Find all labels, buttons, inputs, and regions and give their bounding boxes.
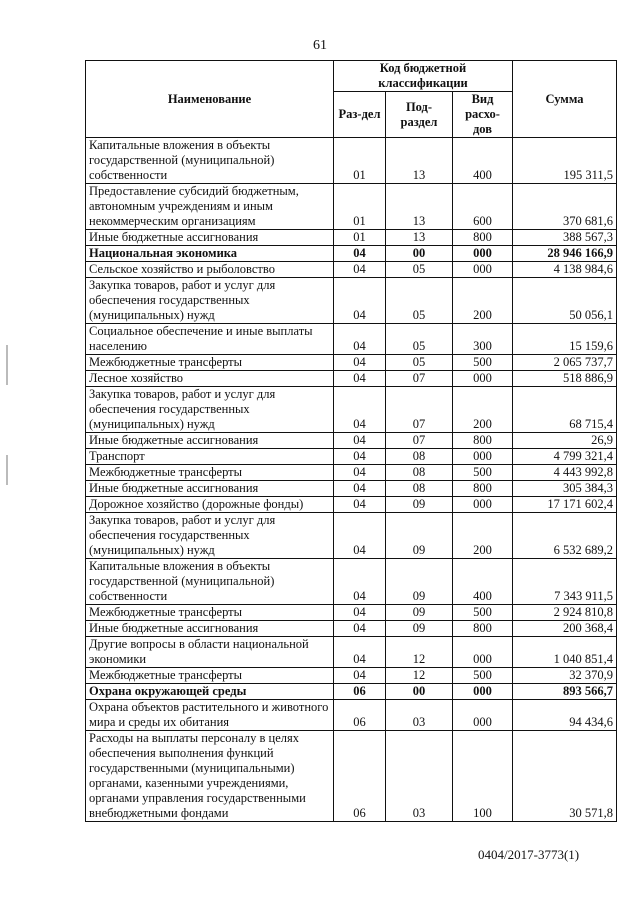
row-summa: 28 946 166,9 <box>513 246 617 262</box>
row-razdel: 01 <box>334 184 386 230</box>
table-row <box>86 262 617 278</box>
row-razdel: 04 <box>334 559 386 605</box>
row-podrazdel: 05 <box>386 324 453 355</box>
row-vid: 000 <box>453 262 513 278</box>
row-summa: 893 566,7 <box>513 684 617 700</box>
row-name: Капитальные вложения в объекты государственной (муниципальной) собственности <box>86 138 334 184</box>
row-razdel: 06 <box>334 731 386 822</box>
row-summa: 4 799 321,4 <box>513 449 617 465</box>
row-summa: 518 886,9 <box>513 371 617 387</box>
row-summa: 305 384,3 <box>513 481 617 497</box>
row-podrazdel: 08 <box>386 449 453 465</box>
row-podrazdel: 05 <box>386 262 453 278</box>
table-row <box>86 278 617 324</box>
row-razdel: 04 <box>334 433 386 449</box>
row-summa: 4 443 992,8 <box>513 465 617 481</box>
margin-mark <box>6 455 8 485</box>
row-name: Закупка товаров, работ и услуг для обеспечения государственных (муниципальных) нужд <box>86 387 334 433</box>
table-row <box>86 481 617 497</box>
row-name: Иные бюджетные ассигнования <box>86 230 334 246</box>
header-summa: Сумма <box>513 61 617 138</box>
row-name: Сельское хозяйство и рыболовство <box>86 262 334 278</box>
row-razdel: 04 <box>334 621 386 637</box>
row-summa: 388 567,3 <box>513 230 617 246</box>
row-podrazdel: 08 <box>386 465 453 481</box>
row-summa: 26,9 <box>513 433 617 449</box>
row-vid: 500 <box>453 355 513 371</box>
row-name: Закупка товаров, работ и услуг для обеспечения государственных (муниципальных) нужд <box>86 513 334 559</box>
row-name: Капитальные вложения в объекты государственной (муниципальной) собственности <box>86 559 334 605</box>
row-podrazdel: 07 <box>386 433 453 449</box>
row-vid: 500 <box>453 465 513 481</box>
document-code: 0404/2017-3773(1) <box>478 847 580 862</box>
row-razdel: 04 <box>334 324 386 355</box>
row-name: Охрана окружающей среды <box>86 684 334 700</box>
table-row <box>86 637 617 668</box>
row-razdel: 06 <box>334 684 386 700</box>
row-name: Закупка товаров, работ и услуг для обеспечения государственных (муниципальных) нужд <box>86 278 334 324</box>
row-vid: 800 <box>453 230 513 246</box>
row-razdel: 04 <box>334 668 386 684</box>
row-razdel: 04 <box>334 246 386 262</box>
row-summa: 68 715,4 <box>513 387 617 433</box>
row-summa: 94 434,6 <box>513 700 617 731</box>
row-vid: 000 <box>453 637 513 668</box>
row-razdel: 04 <box>334 605 386 621</box>
row-name: Иные бюджетные ассигнования <box>86 621 334 637</box>
row-vid: 800 <box>453 621 513 637</box>
row-vid: 000 <box>453 684 513 700</box>
row-razdel: 04 <box>334 371 386 387</box>
header-name: Наименование <box>86 61 334 138</box>
table-row <box>86 324 617 355</box>
row-podrazdel: 07 <box>386 371 453 387</box>
table-row <box>86 371 617 387</box>
row-summa: 15 159,6 <box>513 324 617 355</box>
row-razdel: 04 <box>334 497 386 513</box>
table-row <box>86 230 617 246</box>
row-podrazdel: 12 <box>386 637 453 668</box>
row-vid: 000 <box>453 449 513 465</box>
row-vid: 500 <box>453 605 513 621</box>
header-vid: Вид расхо-дов <box>453 92 513 138</box>
row-podrazdel: 09 <box>386 605 453 621</box>
row-razdel: 01 <box>334 230 386 246</box>
row-podrazdel: 05 <box>386 355 453 371</box>
row-name: Дорожное хозяйство (дорожные фонды) <box>86 497 334 513</box>
row-razdel: 04 <box>334 513 386 559</box>
table-row <box>86 355 617 371</box>
row-razdel: 04 <box>334 637 386 668</box>
row-name: Межбюджетные трансферты <box>86 668 334 684</box>
table-row <box>86 449 617 465</box>
row-podrazdel: 03 <box>386 731 453 822</box>
row-podrazdel: 07 <box>386 387 453 433</box>
row-razdel: 04 <box>334 355 386 371</box>
table-row <box>86 605 617 621</box>
row-vid: 000 <box>453 700 513 731</box>
table-row <box>86 246 617 262</box>
row-name: Транспорт <box>86 449 334 465</box>
row-name: Другие вопросы в области национальной экономики <box>86 637 334 668</box>
row-podrazdel: 08 <box>386 481 453 497</box>
row-name: Иные бюджетные ассигнования <box>86 433 334 449</box>
header-code-group: Код бюджетной классификации <box>334 61 513 92</box>
row-vid: 300 <box>453 324 513 355</box>
table-row <box>86 559 617 605</box>
budget-table <box>85 60 617 822</box>
row-vid: 800 <box>453 481 513 497</box>
page-number: 61 <box>313 38 327 53</box>
row-vid: 400 <box>453 138 513 184</box>
row-vid: 100 <box>453 731 513 822</box>
row-summa: 50 056,1 <box>513 278 617 324</box>
table-row <box>86 668 617 684</box>
row-vid: 600 <box>453 184 513 230</box>
row-vid: 000 <box>453 497 513 513</box>
row-podrazdel: 12 <box>386 668 453 684</box>
row-summa: 195 311,5 <box>513 138 617 184</box>
row-name: Национальная экономика <box>86 246 334 262</box>
table-row <box>86 621 617 637</box>
row-podrazdel: 03 <box>386 700 453 731</box>
row-name: Расходы на выплаты персоналу в целях обеспечения выполнения функций государственными (муниципальными) органами, казенными учреждениями, органами управления государственными внебюджетными фондами <box>86 731 334 822</box>
row-summa: 7 343 911,5 <box>513 559 617 605</box>
row-summa: 1 040 851,4 <box>513 637 617 668</box>
row-vid: 000 <box>453 371 513 387</box>
row-podrazdel: 00 <box>386 684 453 700</box>
margin-mark <box>6 345 8 385</box>
row-podrazdel: 09 <box>386 513 453 559</box>
row-razdel: 04 <box>334 449 386 465</box>
row-name: Социальное обеспечение и иные выплаты населению <box>86 324 334 355</box>
table-row <box>86 513 617 559</box>
row-podrazdel: 13 <box>386 138 453 184</box>
row-razdel: 04 <box>334 278 386 324</box>
row-razdel: 01 <box>334 138 386 184</box>
row-vid: 000 <box>453 246 513 262</box>
header-razdel: Раз-дел <box>334 92 386 138</box>
table-row <box>86 387 617 433</box>
row-vid: 500 <box>453 668 513 684</box>
row-summa: 17 171 602,4 <box>513 497 617 513</box>
row-podrazdel: 13 <box>386 230 453 246</box>
row-vid: 800 <box>453 433 513 449</box>
row-podrazdel: 00 <box>386 246 453 262</box>
row-summa: 200 368,4 <box>513 621 617 637</box>
table-row <box>86 684 617 700</box>
row-vid: 200 <box>453 513 513 559</box>
row-summa: 6 532 689,2 <box>513 513 617 559</box>
row-summa: 370 681,6 <box>513 184 617 230</box>
row-summa: 2 065 737,7 <box>513 355 617 371</box>
row-name: Иные бюджетные ассигнования <box>86 481 334 497</box>
row-podrazdel: 09 <box>386 497 453 513</box>
table-row <box>86 731 617 822</box>
row-razdel: 06 <box>334 700 386 731</box>
row-name: Охрана объектов растительного и животного мира и среды их обитания <box>86 700 334 731</box>
row-name: Межбюджетные трансферты <box>86 605 334 621</box>
row-summa: 32 370,9 <box>513 668 617 684</box>
header-podrazdel: Под-раздел <box>386 92 453 138</box>
table-row <box>86 465 617 481</box>
table-row <box>86 138 617 184</box>
row-name: Предоставление субсидий бюджетным, автономным учреждениям и иным некоммерческим организациям <box>86 184 334 230</box>
row-podrazdel: 13 <box>386 184 453 230</box>
row-name: Межбюджетные трансферты <box>86 355 334 371</box>
row-podrazdel: 09 <box>386 621 453 637</box>
row-name: Межбюджетные трансферты <box>86 465 334 481</box>
row-razdel: 04 <box>334 465 386 481</box>
row-razdel: 04 <box>334 481 386 497</box>
table-row <box>86 184 617 230</box>
table-body <box>86 138 617 822</box>
table-row <box>86 497 617 513</box>
row-vid: 200 <box>453 278 513 324</box>
row-summa: 30 571,8 <box>513 731 617 822</box>
row-summa: 2 924 810,8 <box>513 605 617 621</box>
row-razdel: 04 <box>334 387 386 433</box>
row-summa: 4 138 984,6 <box>513 262 617 278</box>
row-razdel: 04 <box>334 262 386 278</box>
row-podrazdel: 09 <box>386 559 453 605</box>
row-vid: 200 <box>453 387 513 433</box>
table-row <box>86 700 617 731</box>
row-name: Лесное хозяйство <box>86 371 334 387</box>
table-row <box>86 433 617 449</box>
row-podrazdel: 05 <box>386 278 453 324</box>
row-vid: 400 <box>453 559 513 605</box>
